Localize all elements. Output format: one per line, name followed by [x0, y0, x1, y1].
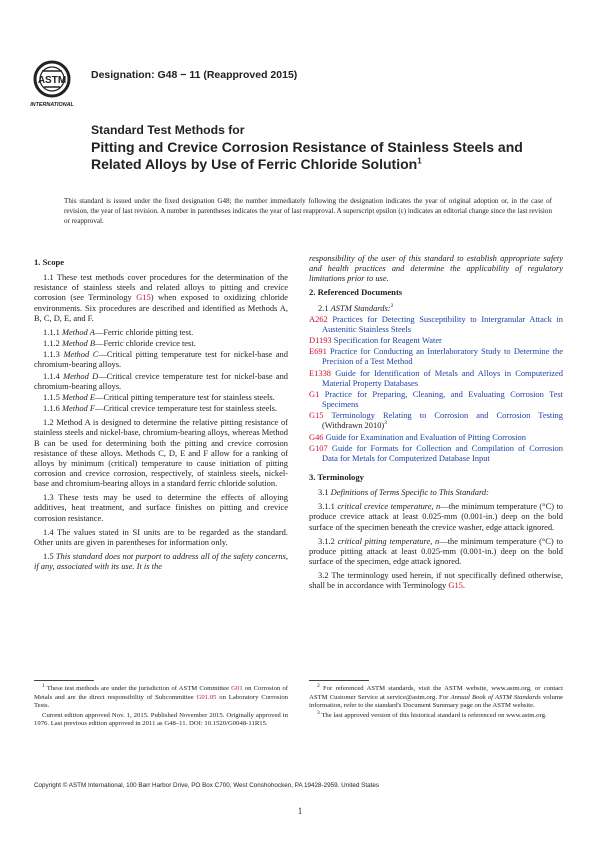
copyright-line: Copyright © ASTM International, 100 Barr Harbor Drive, PO Box C700, West Conshohocken, PA 19428-2959. United States — [34, 782, 379, 789]
link-g01[interactable]: G01 — [231, 685, 243, 692]
astm-logo — [30, 57, 80, 112]
reference-item[interactable]: G107 Guide for Formats for Collection and Compilation of Corrosion Data for Metals for Computerized Database Input — [309, 442, 563, 463]
reference-item[interactable]: A262 Practices for Detecting Susceptibility to Intergranular Attack in Austenitic Stainless Steels — [309, 313, 563, 334]
method-list — [34, 327, 288, 413]
paragraph-3-2: 3.2 The terminology used herein, if not specifically defined otherwise, shall be in accordance with Terminology G15. — [309, 570, 563, 591]
designation: Designation: G48 − 11 (Reapproved 2015) — [91, 69, 298, 81]
title-main: Pitting and Crevice Corrosion Resistance of Stainless Steels and Related Alloys by Use of Ferric Chloride Solution$^1$ — [91, 138, 523, 172]
reference-item[interactable]: E691 Practice for Conducting an Interlaboratory Study to Determine the Precision of a Test Method — [309, 346, 563, 367]
footnotes-left — [34, 682, 289, 730]
footnote-1: $^1$ These test methods are under the jurisdiction of ASTM Committee G01 on Corrosion of Metals and are the direct responsibility of Subcommittee G01.05 on Laboratory Corrosion Tests. — [34, 682, 289, 710]
footnote-1-edition: Current edition approved Nov. 1, 2015. Published November 2015. Originally approved in 1976. Last previous edition approved in 2011 as G48–11. DOI: 10.1520/G0048-11R15. — [34, 711, 288, 728]
right-column — [309, 253, 563, 595]
title-line1: Standard Test Methods for — [91, 123, 245, 137]
paragraph-2-1: 2.1 ASTM Standards:$^2$ — [318, 302, 394, 313]
footnote-mark-2[interactable]: 2 — [390, 302, 394, 309]
link-g15-terminology[interactable]: G15 — [448, 580, 463, 591]
method-item: 1.1.1 Method A—Ferric chloride pitting test. — [43, 326, 194, 337]
footnote-rule-right — [309, 680, 369, 681]
footnote-3: $^3$ The last approved version of this historical standard is referenced on www.astm.org. — [317, 709, 547, 719]
title-footnote-mark[interactable]: 1 — [417, 155, 422, 165]
logo-subtext: INTERNATIONAL — [30, 102, 74, 108]
document-title — [91, 123, 561, 173]
paragraph-1-2: 1.2 Method A is designed to determine the relative pitting resistance of stainless steels and nickel-base, chromium-bearing alloys, whereas Method B can be used for determining both the pitting and crevice corrosion resistance of these alloys. Methods C, D, E and F allow for a ranking of alloys by minimum (critical) temperature to cause initiation of pitting corrosion and crevice corrosion, respectively, of stainless steels, nickel-base and chromium-bearing alloys in a standard ferric chloride solution. — [34, 417, 288, 489]
method-item: 1.1.4 Method D—Critical crevice temperature test for nickel-base and chromium-bearing alloys. — [34, 370, 289, 391]
method-item: 1.1.6 Method F—Critical crevice temperature test for stainless steels. — [43, 403, 278, 414]
issuance-note: This standard is issued under the fixed designation G48; the number immediately following the designation indicates the year of original adoption or, in the case of revision, the year of last revision. A number in parentheses indicates the year of last reapproval. A superscript epsilon (ε) indicates an editorial change since the last revision or reapproval. — [64, 197, 552, 225]
paragraph-1-3: 1.3 These tests may be used to determine the effects of alloying additives, heat treatment, and surface finishes on pitting and crevice corrosion resistance. — [34, 492, 288, 523]
link-g15[interactable]: G15 — [136, 292, 151, 303]
logo-letters: ASTM — [37, 75, 67, 86]
footnote-2: $^2$ For referenced ASTM standards, visit the ASTM website, www.astm.org, or contact ASTM Customer Service at service@astm.org. For Annual Book of ASTM Standards volume information, refer to the standard's Document Summary page on the ASTM website. — [309, 682, 564, 710]
method-item: 1.1.3 Method C—Critical pitting temperature test for nickel-base and chromium-bearing alloys. — [34, 349, 288, 370]
left-column — [34, 253, 288, 575]
section-heading-referenced-documents: 2. Referenced Documents — [309, 287, 403, 298]
reference-item[interactable]: E1338 Guide for Identification of Metals and Alloys in Computerized Material Property Databases — [309, 367, 564, 388]
paragraph-1-1: 1.1 These test methods cover procedures for the determination of the resistance of stainless steels and related alloys to pitting and crevice corrosion (see Terminology G15) when exposed to oxidizing chloride environments. Six procedures are described and identified as Methods A, B, C, D, E, and F. — [34, 272, 288, 323]
method-item: 1.1.2 Method B—Ferric chloride crevice test. — [43, 338, 196, 349]
reference-item[interactable]: G46 Guide for Examination and Evaluation of Pitting Corrosion — [309, 431, 526, 442]
paragraph-3-1-2: 3.1.2 critical pitting temperature, n—the minimum temperature (°C) to produce pitting attack at least 0.025-mm (0.001-in.) deep on the bold surface of the specimen, edge attack ignored. — [309, 535, 563, 567]
paragraph-1-5: 1.5 This standard does not purport to address all of the safety concerns, if any, associated with its use. It is the — [34, 551, 289, 572]
section-heading-terminology: 3. Terminology — [309, 471, 364, 482]
footnote-rule-left — [34, 680, 94, 681]
method-item: 1.1.5 Method E—Critical pitting temperature test for stainless steels. — [43, 391, 275, 402]
paragraph-3-1: 3.1 Definitions of Terms Specific to This Standard: — [318, 487, 489, 498]
reference-item[interactable]: G1 Practice for Preparing, Cleaning, and Evaluating Corrosion Test Specimens — [309, 388, 564, 410]
section-heading-scope: 1. Scope — [34, 257, 65, 267]
reference-list — [309, 314, 563, 463]
paragraph-3-1-1: 3.1.1 critical crevice temperature, n—the minimum temperature (°C) to produce crevice attack at least 0.025-mm (0.001-in.) deep on the bold surface of the specimen beneath the crevice washer, edge attack ignored. — [309, 501, 564, 532]
link-g01-05[interactable]: G01.05 — [196, 693, 217, 701]
footnotes-right — [309, 682, 564, 721]
reference-item[interactable]: D1193 Specification for Reagent Water — [309, 335, 442, 346]
reference-item[interactable]: G15 Terminology Relating to Corrosion and Corrosion Testing (Withdrawn 2010)$^3$ — [309, 410, 563, 431]
page-number: 1 — [297, 806, 303, 816]
paragraph-1-4: 1.4 The values stated in SI units are to be regarded as the standard. Other units are given in parentheses for information only. — [34, 526, 288, 547]
paragraph-1-5-continued: responsibility of the user of this standard to establish appropriate safety and health practices and determine the applicability of regulatory limitations prior to use. — [309, 253, 563, 284]
